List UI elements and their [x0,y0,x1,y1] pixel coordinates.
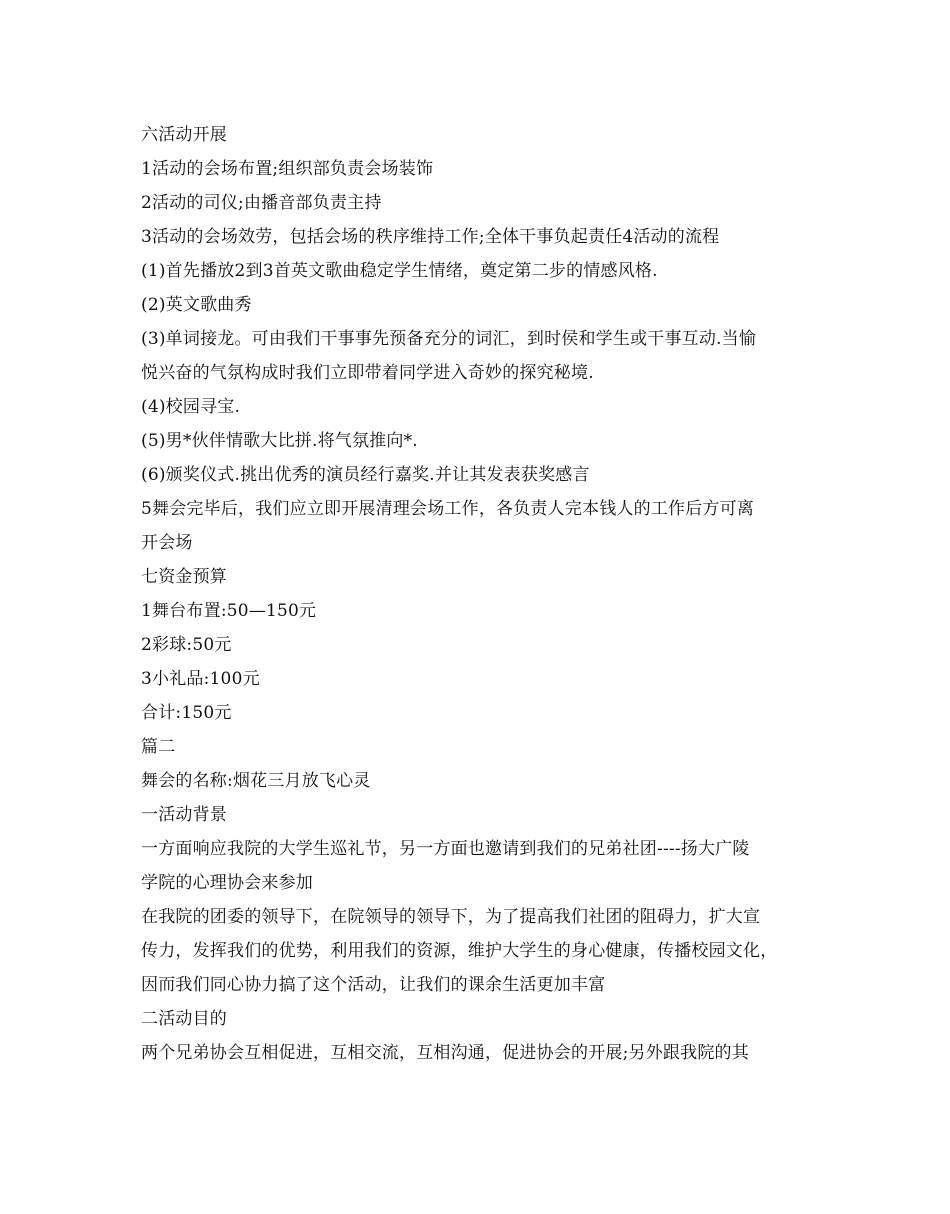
text-line: 舞会的名称:烟花三月放飞心灵 [141,771,371,791]
text-line: 3活动的会场效劳，包括会场的秩序维持工作;全体干事负起责任4活动的流程 [141,227,720,247]
text-line: (5)男*伙伴情歌大比拼.将气氛推向*. [141,431,418,451]
text-line: (4)校园寻宝. [141,397,241,417]
section-heading-background: 一活动背景 [141,805,227,825]
text-line: 两个兄弟协会互相促进，互相交流，互相沟通，促进协会的开展;另外跟我院的其 [141,1043,749,1063]
text-line: (1)首先播放2到3首英文歌曲稳定学生情绪，奠定第二步的情感风格. [141,261,658,281]
section-heading-part-two: 篇二 [141,737,176,757]
section-heading-purpose: 二活动目的 [141,1009,227,1029]
text-line: 5舞会完毕后，我们应立即开展清理会场工作，各负责人完本钱人的工作后方可离 [141,499,755,519]
text-line: (3)单词接龙。可由我们干事事先预备充分的词汇，到时侯和学生或干事互动.当愉 [141,329,757,349]
section-heading-activity: 六活动开展 [141,125,227,145]
text-line: 在我院的团委的领导下，在院领导的领导下，为了提高我们社团的阻碍力，扩大宣 [141,907,761,927]
text-line: 1舞台布置:50—150元 [141,601,317,621]
section-heading-budget: 七资金预算 [141,567,227,587]
text-line: 3小礼品:100元 [141,669,260,689]
text-line: 合计:150元 [141,703,232,723]
text-line: 开会场 [141,533,193,553]
text-line: 2彩球:50元 [141,635,232,655]
text-line: 因而我们同心协力搞了这个活动，让我们的课余生活更加丰富 [141,975,606,995]
text-line: 传力，发挥我们的优势，利用我们的资源，维护大学生的身心健康，传播校园文化， [141,941,778,961]
text-line: (2)英文歌曲秀 [141,295,252,315]
text-line: 一方面响应我院的大学生巡礼节，另一方面也邀请到我们的兄弟社团----扬大广陵 [141,839,750,859]
text-line: 学院的心理协会来参加 [141,873,313,893]
text-line: 悦兴奋的气氛构成时我们立即带着同学进入奇妙的探究秘境. [141,363,594,383]
text-line: 1活动的会场布置;组织部负责会场装饰 [141,159,434,179]
document-body [141,118,811,1070]
text-line: (6)颁奖仪式.挑出优秀的演员经行嘉奖.并让其发表获奖感言 [141,465,590,485]
text-line: 2活动的司仪;由播音部负责主持 [141,193,382,213]
